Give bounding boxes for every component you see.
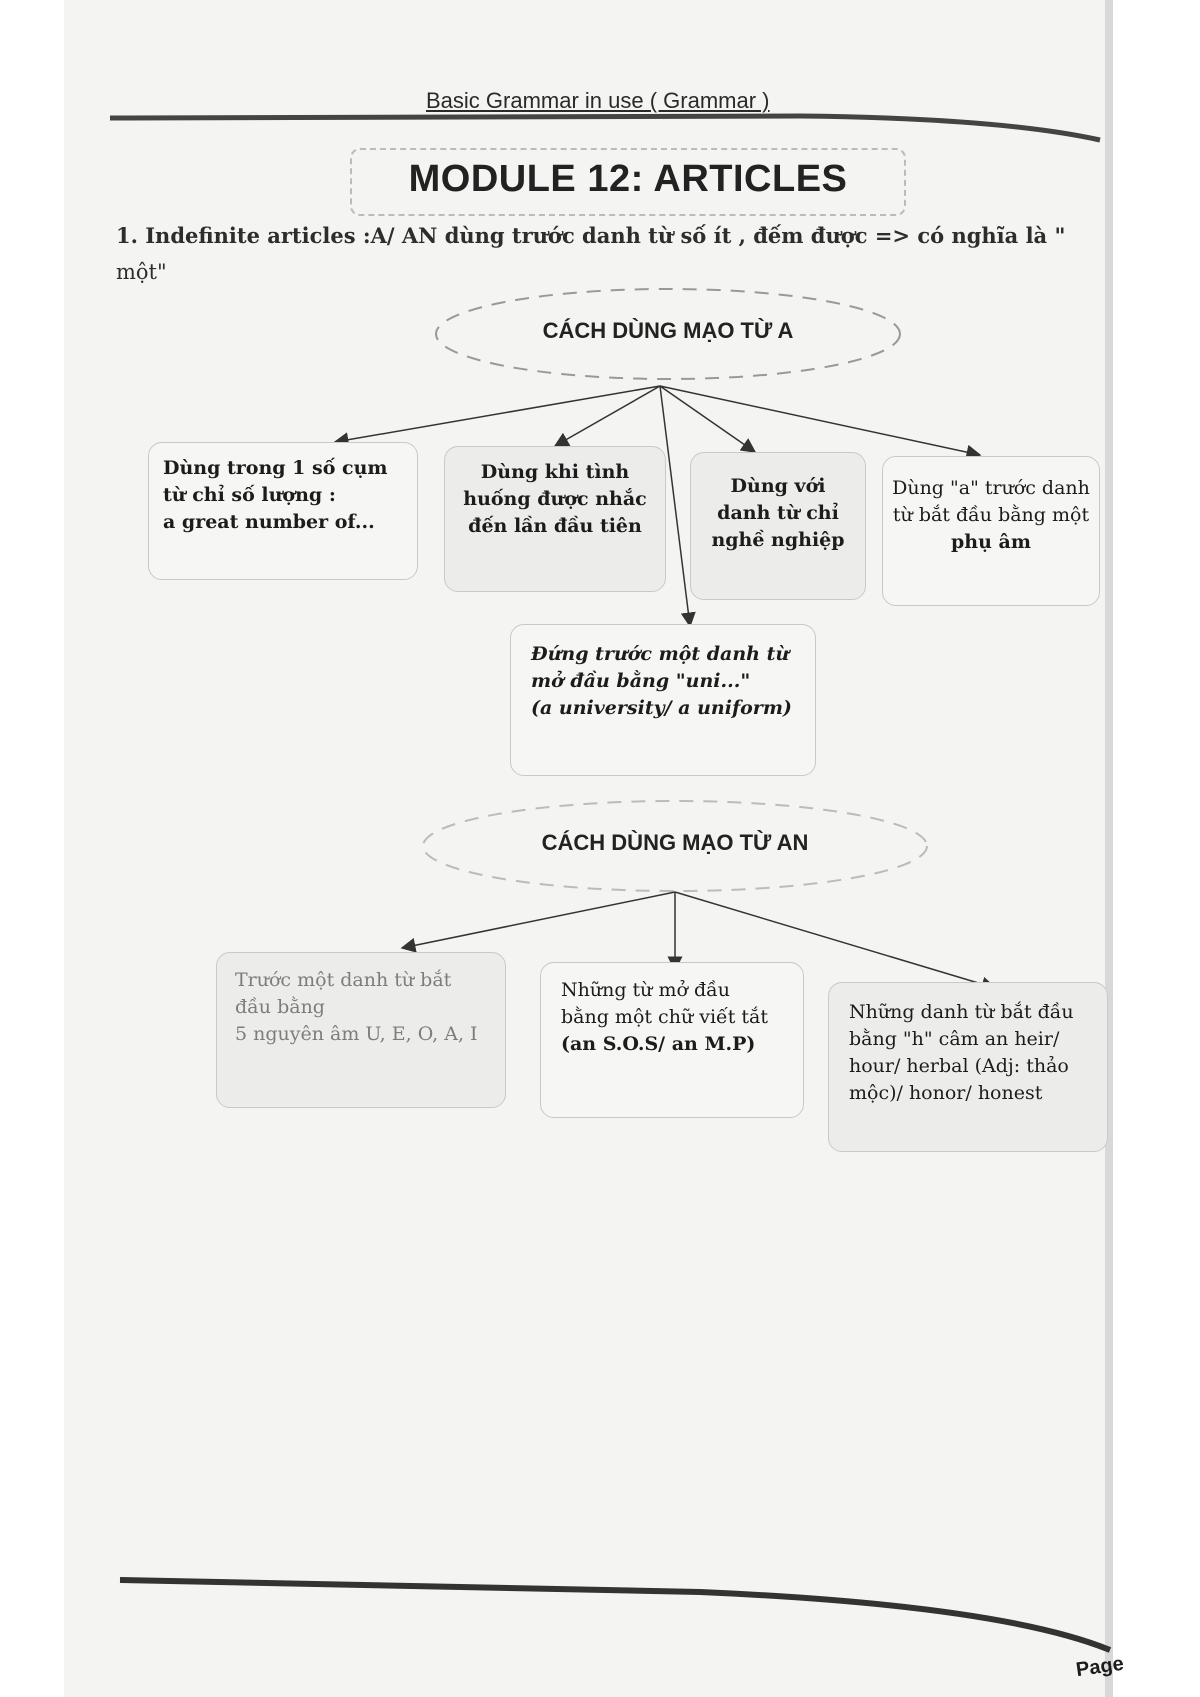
scan-margin-left: [0, 0, 64, 1697]
box-line: Trước một danh từ bắt: [235, 969, 452, 991]
box-line: (a university/ a uniform): [531, 697, 792, 719]
box-line: hour/ herbal (Adj: thảo: [849, 1055, 1069, 1077]
arrow-an-1: [402, 892, 675, 948]
running-header: Basic Grammar in use ( Grammar ): [426, 88, 770, 113]
box-line: bằng một chữ viết tắt: [561, 1006, 768, 1028]
box-line: Đứng trước một danh từ: [531, 643, 790, 665]
usage-box-quantity: [148, 442, 418, 580]
usage-box-uni: [510, 624, 816, 776]
box-line: Dùng khi tình: [480, 461, 630, 483]
section-a-title: CÁCH DÙNG MẠO TỪ A: [542, 318, 794, 343]
box-line: từ bắt đầu bằng một: [892, 504, 1090, 526]
box-line: đến lần đầu tiên: [468, 515, 642, 537]
section-an-title: CÁCH DÙNG MẠO TỪ AN: [541, 830, 809, 855]
box-line: 5 nguyên âm U, E, O, A, I: [235, 1023, 478, 1045]
usage-box-abbreviation: [540, 962, 804, 1118]
footer-rule: [120, 1580, 1110, 1650]
usage-box-consonant: [882, 456, 1100, 606]
usage-box-profession: [690, 452, 866, 600]
box-line: mộc)/ honor/ honest: [849, 1082, 1043, 1104]
intro-paragraph: [116, 218, 1106, 290]
box-line: huống được nhắc: [463, 488, 647, 510]
box-line: mở đầu bằng "uni...": [531, 670, 751, 692]
usage-box-vowel: [216, 952, 506, 1108]
box-line: (an S.O.S/ an M.P): [561, 1033, 756, 1055]
page-label: Page: [1074, 1652, 1126, 1682]
module-title: MODULE 12: ARTICLES: [350, 148, 906, 216]
box-line: Dùng trong 1 số cụm: [163, 457, 388, 479]
box-line: Những từ mở đầu: [561, 979, 730, 1001]
box-line: Những danh từ bắt đầu: [849, 1001, 1074, 1023]
intro-line-2: một": [116, 260, 167, 284]
arrow-a-4: [660, 386, 980, 455]
box-line: a great number of...: [163, 511, 375, 533]
box-line: từ chỉ số lượng :: [163, 484, 336, 506]
box-line: Dùng "a" trước danh: [892, 477, 1090, 499]
page-edge-shadow: [1105, 0, 1113, 1697]
scan-margin-right: [1105, 0, 1200, 1697]
usage-box-silent-h: [828, 982, 1108, 1152]
intro-line-1: 1. Indefinite articles :A/ AN dùng trước danh từ số ít , đếm được => có nghĩa là ": [116, 223, 1066, 248]
box-line: nghề nghiệp: [711, 529, 845, 551]
box-line: danh từ chỉ: [717, 502, 839, 524]
header-rule: [110, 116, 1100, 140]
box-line: bằng "h" câm an heir/: [849, 1028, 1060, 1050]
box-line: phụ âm: [951, 531, 1031, 553]
box-line: Dùng với: [730, 475, 826, 497]
usage-box-first-mention: [444, 446, 666, 592]
box-line: đầu bằng: [235, 996, 325, 1018]
